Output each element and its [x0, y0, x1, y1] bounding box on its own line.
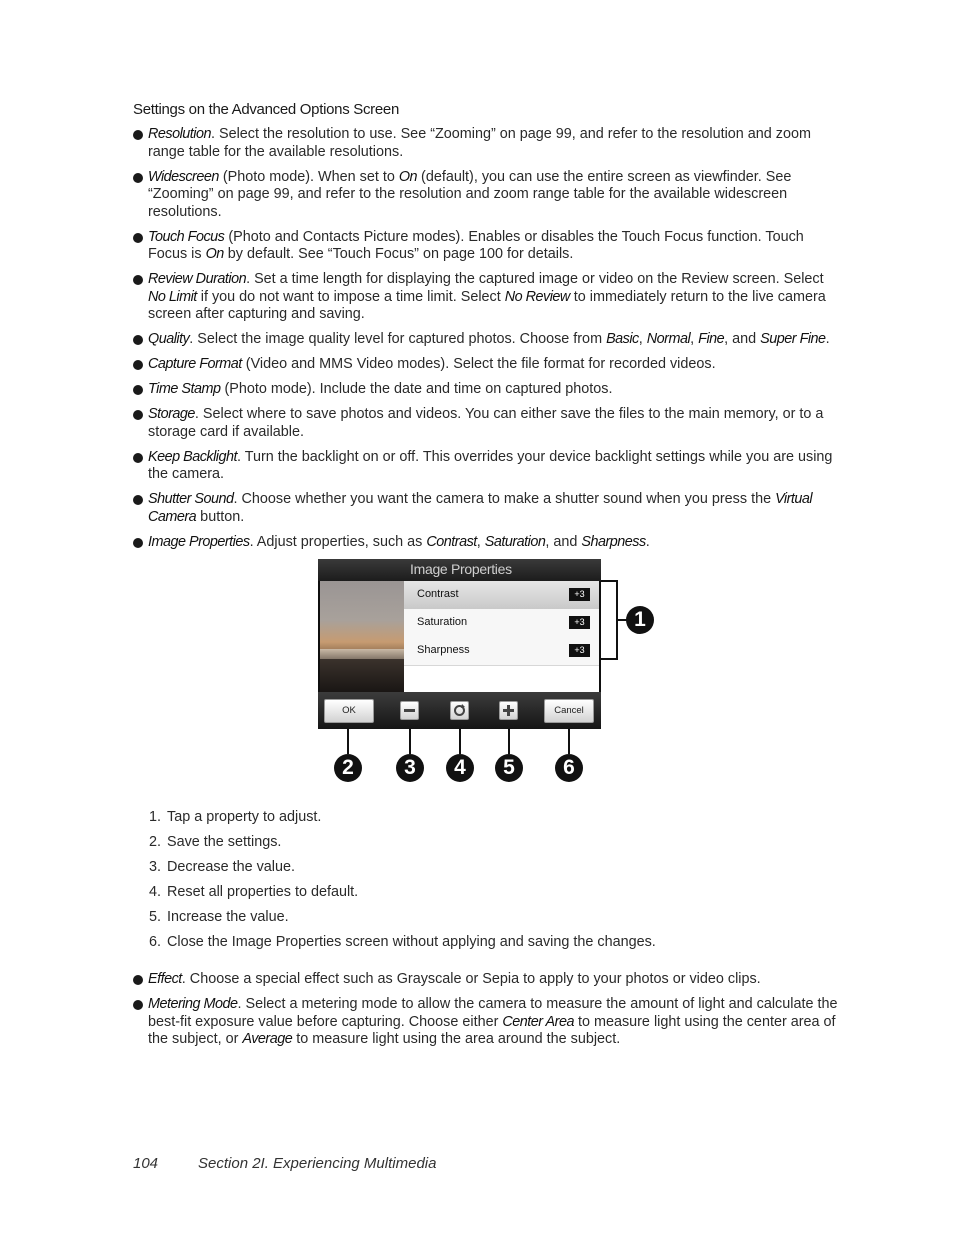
callout-4: 4	[446, 754, 474, 782]
property-label: Contrast	[417, 588, 459, 600]
bullet-item: Image Properties. Adjust properties, such as Contrast, Saturation, and Sharpness.	[133, 534, 839, 552]
plus-button[interactable]	[499, 701, 518, 720]
setting-description: Select a metering mode to allow the camera to measure the amount of light and calculate the best-fit exposure value before capturing. Choose either Center Area to measure light using the center area of the subject, or Average to measure light using the area around the subject.	[148, 996, 838, 1047]
bullet-item: Storage. Select where to save photos and videos. You can either save the files to the main memory, or to a storage card if available.	[133, 406, 839, 441]
screen-toolbar	[318, 692, 601, 729]
bullet-item: Quality. Select the image quality level for captured photos. Choose from Basic, Normal, Fine, and Super Fine.	[133, 331, 839, 349]
callout-1: 1	[626, 606, 654, 634]
minus-icon	[401, 702, 418, 719]
property-row-sharpness[interactable]	[404, 637, 599, 666]
step-item: 6. Close the Image Properties screen without applying and saving the changes.	[149, 934, 656, 950]
step-item: 5. Increase the value.	[149, 909, 289, 925]
bullet-dot	[133, 130, 143, 140]
setting-name: Widescreen	[148, 168, 219, 185]
setting-description: Set a time length for displaying the captured image or video on the Review screen. Select No Limit if you do not want to impose a time limit. Select No Review to immediately return to the live camera screen after capturing and saving.	[148, 271, 826, 322]
cancel-button[interactable]: Cancel	[544, 699, 594, 723]
plus-icon	[500, 702, 517, 719]
setting-name: Time Stamp	[148, 381, 221, 397]
bullet-item: Resolution. Select the resolution to use. See “Zooming” on page 99, and refer to the resolution and zoom range table for the available resolutions.	[133, 126, 839, 161]
setting-description: Adjust properties, such as Contrast, Saturation, and Sharpness.	[253, 533, 650, 550]
image-properties-screenshot	[318, 559, 601, 729]
setting-description: (Video and MMS Video modes). Select the file format for recorded videos.	[241, 356, 716, 372]
bullet-item	[133, 169, 839, 222]
bullet-dot	[133, 538, 143, 548]
minus-button[interactable]	[400, 701, 419, 720]
bullet-dot	[133, 495, 143, 505]
setting-description: Choose a special effect such as Grayscale or Sepia to apply to your photos or video clips.	[185, 971, 761, 987]
setting-name: Touch Focus	[148, 228, 225, 245]
property-label: Saturation	[417, 616, 468, 628]
step-item: 2. Save the settings.	[149, 834, 282, 850]
setting-name: Image Properties	[148, 533, 250, 550]
bullet-dot	[133, 975, 143, 985]
setting-name: Metering Mode	[148, 996, 238, 1012]
setting-description: (Photo and Contacts Picture modes). Enables or disables the Touch Focus function. Touch Focus is On by default. See “Touch Focus” on page 100 for details.	[148, 228, 804, 262]
setting-name: Effect	[148, 971, 182, 987]
section-heading: Settings on the Advanced Options Screen	[133, 101, 399, 118]
settings-list-continued	[133, 971, 839, 1056]
bullet-item	[133, 229, 839, 264]
setting-description: Select where to save photos and videos. You can either save the files to the main memory, or to a storage card if available.	[148, 406, 824, 440]
setting-name: Quality	[148, 331, 190, 347]
bullet-item: Keep Backlight. Turn the backlight on or off. This overrides your device backlight settings while you are using the camera.	[133, 449, 839, 484]
bullet-item: Metering Mode. Select a metering mode to allow the camera to measure the amount of light and calculate the best-fit exposure value before capturing. Choose either Center Area to measure light using the center area of the subject, or Average to measure light using the area around the subject.	[133, 996, 839, 1049]
property-value: +3	[569, 616, 590, 629]
property-row-contrast[interactable]	[404, 581, 599, 610]
setting-name: Capture Format	[148, 356, 242, 372]
bullet-item	[133, 381, 839, 399]
callout-5: 5	[495, 754, 523, 782]
bullet-item: Review Duration. Set a time length for displaying the captured image or video on the Review screen. Select No Limit if you do not want to impose a time limit. Select No Review to immediately return to the live camera screen after capturing and saving.	[133, 271, 839, 324]
property-row-saturation[interactable]	[404, 609, 599, 638]
step-item: 1. Tap a property to adjust.	[149, 809, 322, 825]
bullet-dot	[133, 173, 143, 183]
setting-name: Storage	[148, 406, 195, 422]
setting-name: Keep Backlight	[148, 448, 237, 465]
bullet-dot	[133, 360, 143, 370]
setting-description: Choose whether you want the camera to make a shutter sound when you press the Virtual Camera button.	[148, 491, 813, 525]
steps-list	[149, 809, 839, 959]
step-item: 3. Decrease the value.	[149, 859, 295, 875]
setting-description: Select the image quality level for captured photos. Choose from Basic, Normal, Fine, and Super Fine.	[193, 331, 830, 347]
property-list	[404, 581, 599, 692]
bullet-dot	[133, 385, 143, 395]
setting-description: (Photo mode). When set to On (default), you can use the entire screen as viewfinder. See “Zooming” on page 99, and refer to the resolution and zoom range table for the available widescreen resolutions.	[148, 168, 792, 220]
screen-title: Image Properties	[410, 561, 512, 577]
screen-title-bar	[318, 559, 601, 581]
setting-description: Select the resolution to use. See “Zooming” on page 99, and refer to the resolution and zoom range table for the available resolutions.	[148, 126, 811, 160]
property-label: Sharpness	[417, 644, 470, 656]
property-value: +3	[569, 644, 590, 657]
callout-2: 2	[334, 754, 362, 782]
preview-photo	[320, 581, 404, 692]
callout-3: 3	[396, 754, 424, 782]
bullet-dot	[133, 233, 143, 243]
setting-name: Review Duration	[148, 271, 247, 287]
bullet-dot	[133, 410, 143, 420]
callout-6: 6	[555, 754, 583, 782]
bullet-dot	[133, 1000, 143, 1010]
reset-icon	[451, 702, 468, 719]
bullet-item: Shutter Sound. Choose whether you want the camera to make a shutter sound when you press the Virtual Camera button.	[133, 491, 839, 526]
reset-button[interactable]	[450, 701, 469, 720]
bullet-dot	[133, 275, 143, 285]
callout-bracket	[601, 580, 618, 660]
step-item: 4. Reset all properties to default.	[149, 884, 359, 900]
bullet-item: Effect. Choose a special effect such as Grayscale or Sepia to apply to your photos or video clips.	[133, 971, 839, 989]
page-number: 104	[133, 1155, 159, 1172]
bullet-dot	[133, 453, 143, 463]
setting-description: (Photo mode). Include the date and time on captured photos.	[220, 381, 613, 397]
page-footer	[133, 1155, 437, 1172]
bullet-dot	[133, 335, 143, 345]
bullet-item	[133, 356, 839, 374]
setting-name: Resolution	[148, 126, 211, 142]
ok-button[interactable]: OK	[324, 699, 374, 723]
property-value: +3	[569, 588, 590, 601]
settings-list	[133, 126, 839, 559]
setting-description: Turn the backlight on or off. This overrides your device backlight settings while you are using the camera.	[148, 448, 833, 482]
setting-name: Shutter Sound	[148, 491, 234, 507]
section-title: Section 2I. Experiencing Multimedia	[198, 1155, 437, 1172]
